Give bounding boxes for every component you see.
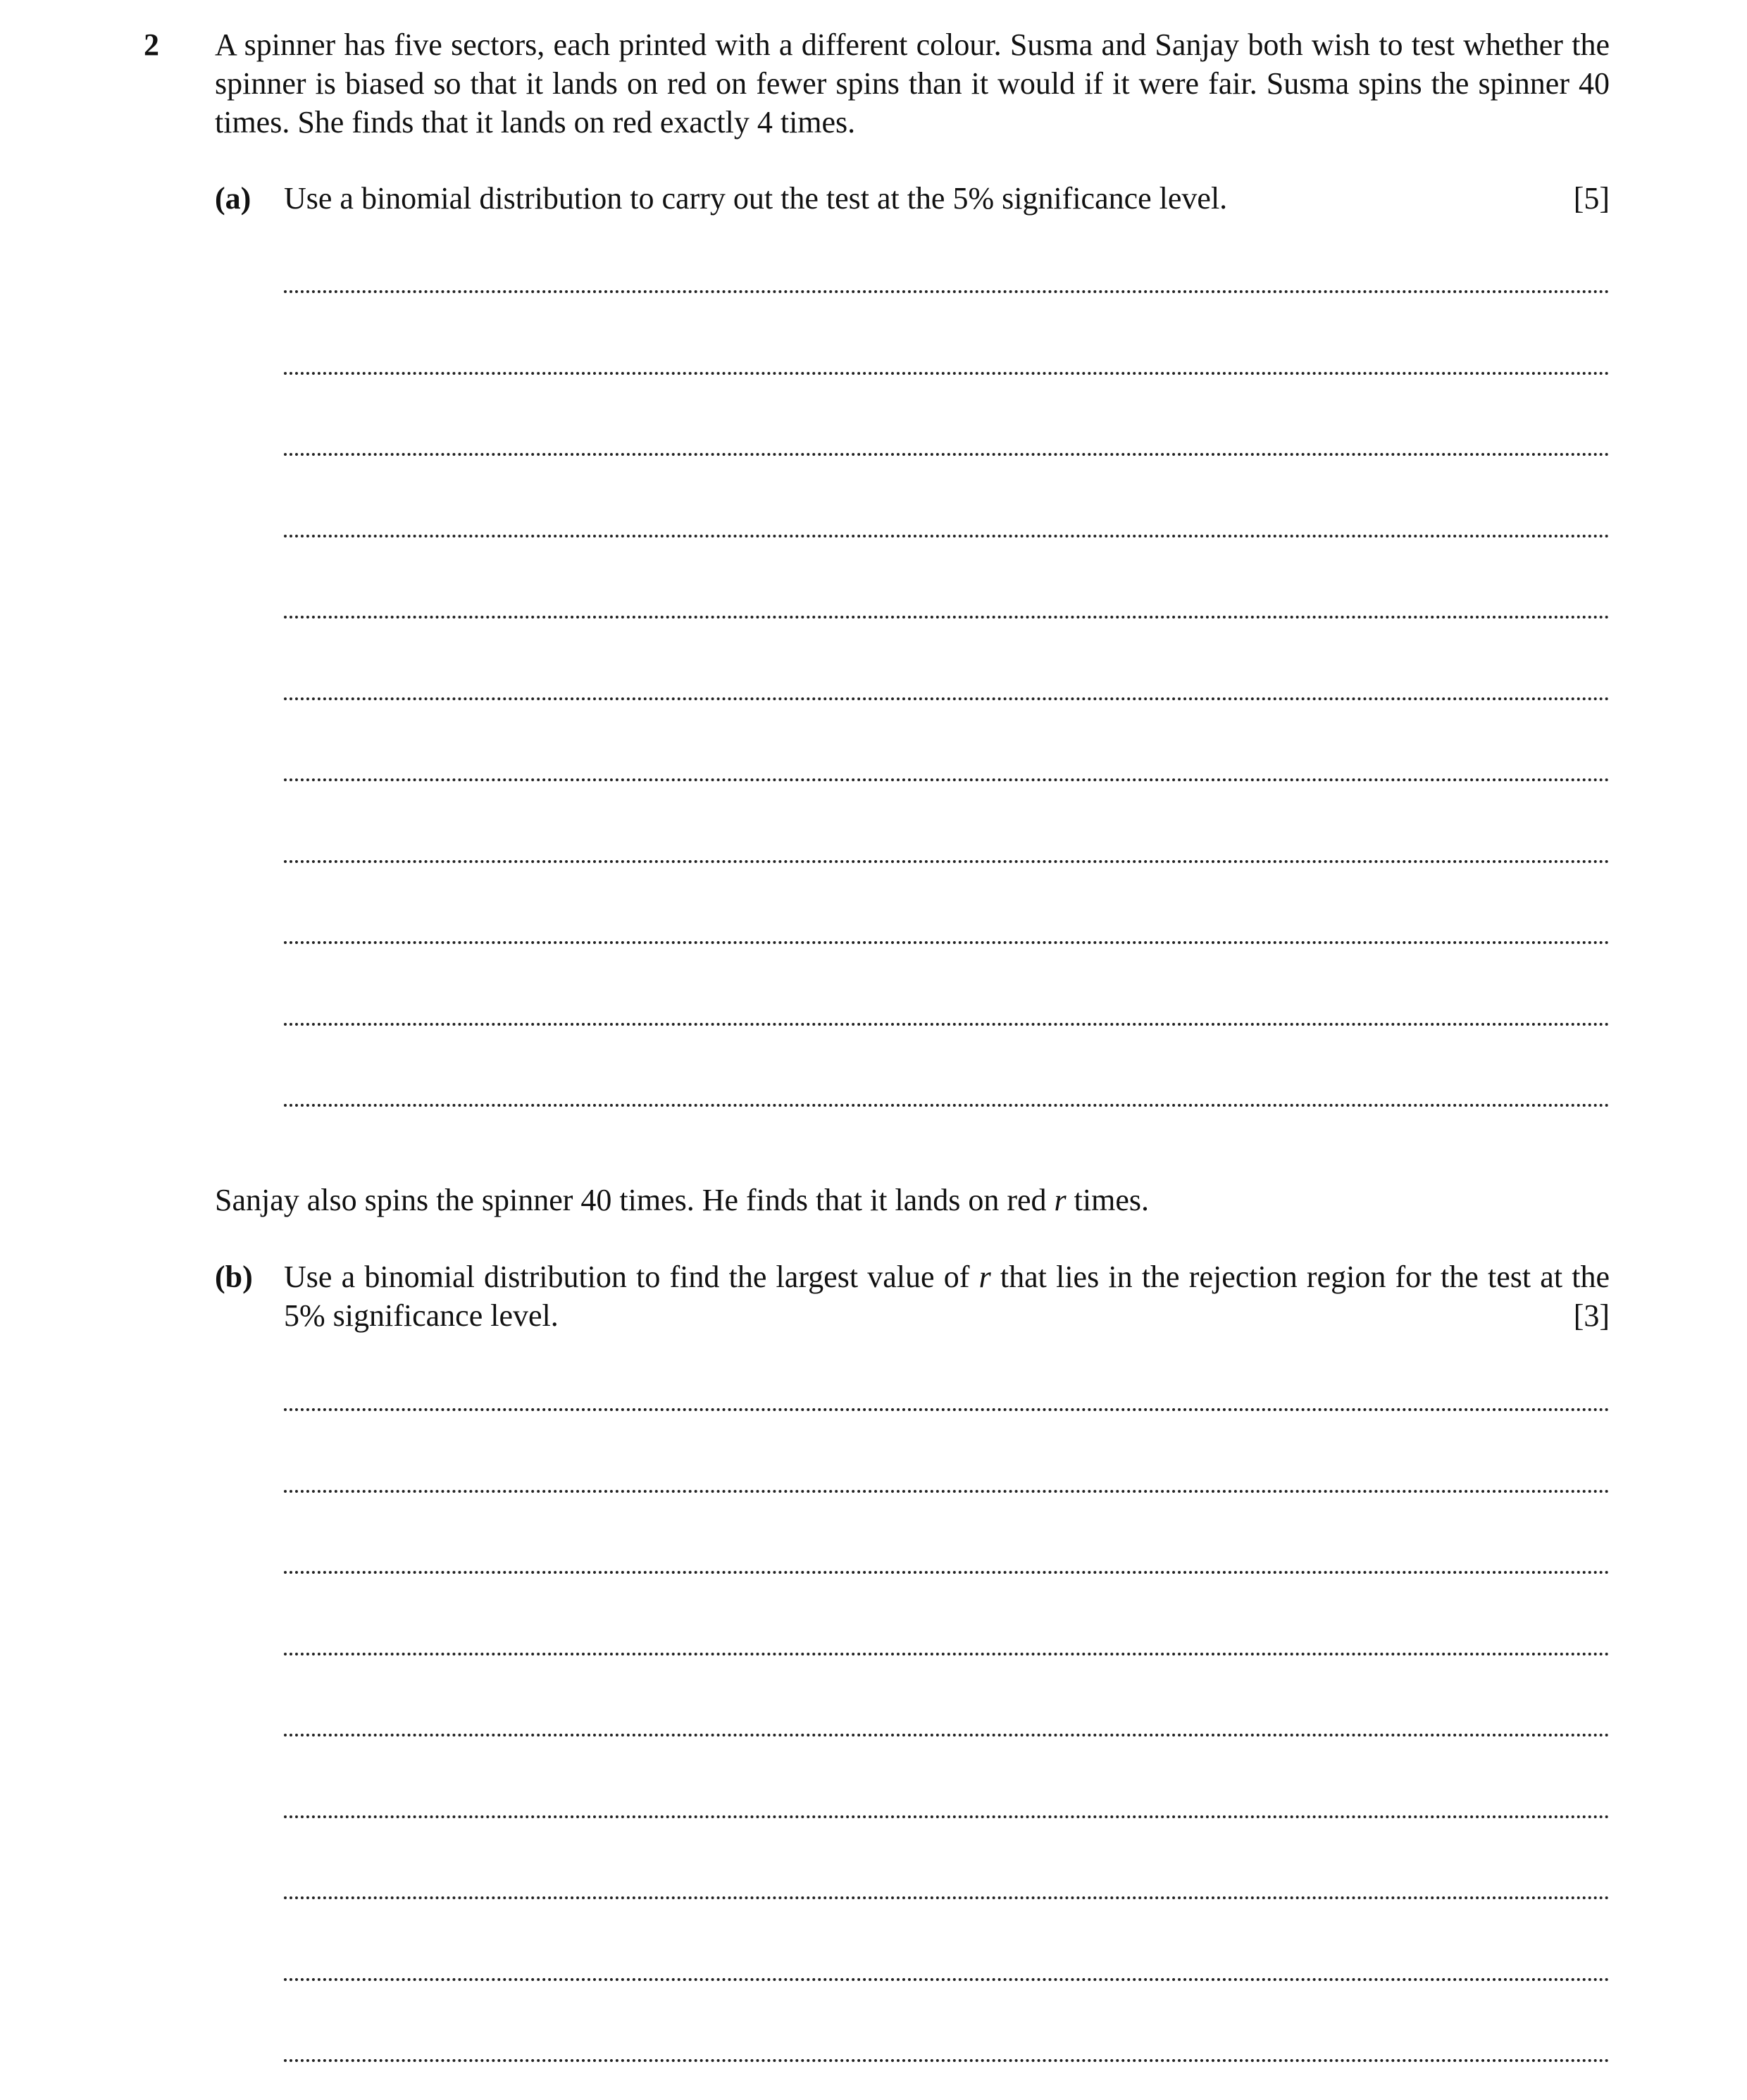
question-number: 2 <box>144 27 159 62</box>
part-b-text <box>284 1257 1610 1335</box>
interlude-text <box>215 1181 1610 1219</box>
part-b-answer-line[interactable] <box>284 1408 1610 1411</box>
part-b-answer-line[interactable] <box>284 1571 1610 1574</box>
part-a-answer-line[interactable] <box>284 290 1610 293</box>
part-a-answer-line[interactable] <box>284 453 1610 456</box>
part-a-answer-line[interactable] <box>284 697 1610 700</box>
part-a-answer-line[interactable] <box>284 372 1610 375</box>
part-b-marks: [3] <box>1573 1298 1610 1333</box>
part-b-answer-line[interactable] <box>284 1653 1610 1655</box>
part-b-answer-line[interactable] <box>284 1490 1610 1493</box>
part-b-variable: r <box>978 1260 991 1294</box>
interlude-text-before: Sanjay also spins the spinner 40 times. He finds that it lands on red <box>215 1183 1055 1217</box>
interlude-text-after: times. <box>1066 1183 1149 1217</box>
part-a-text: Use a binomial distribution to carry out the test at the 5% significance level. <box>284 181 1228 216</box>
part-a-answer-line[interactable] <box>284 1023 1610 1026</box>
part-a <box>215 179 1610 218</box>
part-b-text-before: Use a binomial distribution to find the largest value of <box>284 1260 979 1294</box>
part-b-answer-line[interactable] <box>284 1734 1610 1736</box>
part-b-text-after: that lies in the rejection region for the test at the 5% significance level. <box>284 1260 1610 1333</box>
part-b-answer-line[interactable] <box>284 1815 1610 1818</box>
part-b <box>215 1257 1610 1335</box>
question-stem: A spinner has five sectors, each printed with a different colour. Susma and Sanjay both wish to test whether the spinner is biased so that it lands on red on fewer spins than it would if it were fair. Susma spins the spinner 40 times. She finds that it lands on red exactly 4 times. <box>215 27 1610 139</box>
part-a-answer-line[interactable] <box>284 860 1610 863</box>
part-b-label: (b) <box>215 1260 253 1294</box>
part-a-label: (a) <box>215 181 251 216</box>
part-a-marks: [5] <box>1573 181 1610 216</box>
part-b-answer-line[interactable] <box>284 2059 1610 2062</box>
part-a-answer-line[interactable] <box>284 535 1610 538</box>
part-b-answer-line[interactable] <box>284 1896 1610 1899</box>
part-b-answer-line[interactable] <box>284 1978 1610 1981</box>
part-a-answer-line[interactable] <box>284 778 1610 781</box>
interlude-variable: r <box>1054 1183 1067 1217</box>
part-a-answer-line[interactable] <box>284 616 1610 619</box>
part-a-answer-line[interactable] <box>284 1104 1610 1107</box>
part-a-answer-line[interactable] <box>284 941 1610 944</box>
